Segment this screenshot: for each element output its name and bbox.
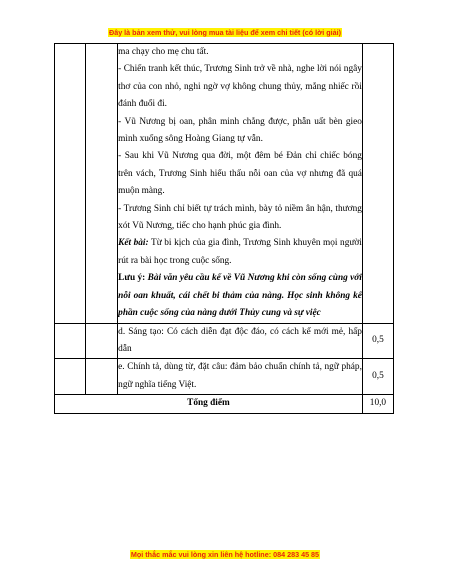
- total-score: 10,0: [362, 395, 393, 413]
- empty-score-cell: [362, 44, 393, 324]
- answer-content-cell: [118, 44, 363, 324]
- criterion-text: d. Sáng tạo: Có cách diễn đạt độc đáo, có cách kể mới mẻ, hấp dẫn: [118, 323, 363, 359]
- content-paragraph: - Sau khi Vũ Nương qua đời, một đêm bé Đản chỉ chiếc bóng trên vách, Trương Sinh hiểu thấu nỗi oan của vợ nhưng đã quá muộn màng.: [118, 151, 362, 197]
- table-row-content: [55, 44, 394, 324]
- table-row-criterion: [55, 323, 394, 359]
- ket-bai-label: Kết bài:: [118, 238, 149, 249]
- criterion-score: 0,5: [362, 323, 393, 359]
- total-label: Tổng điểm: [55, 395, 363, 413]
- ket-bai-paragraph: [118, 235, 362, 270]
- empty-cell-left: [55, 44, 86, 324]
- preview-notice-text: Đây là bản xem thử, vui lòng mua tài liệu để xem chi tiết (có lời giải): [109, 28, 341, 37]
- luu-y-label: Lưu ý:: [118, 273, 146, 284]
- luu-y-text: Bài văn yêu cầu kể về Vũ Nương khi còn sống cùng với nỗi oan khuất, cái chết bi thảm của nàng. Học sinh không kể phần cuộc sống của nàng dưới Thủy cung và sự việc: [118, 273, 362, 319]
- content-paragraph: ma chạy cho mẹ chu tất.: [118, 47, 209, 57]
- hotline-text: Mọi thắc mắc vui lòng xin liên hệ hotline: 084 283 45 85: [130, 550, 320, 559]
- content-paragraph: - Vũ Nương bị oan, phân minh chẳng được, phẫn uất bèn gieo mình xuống sông Hoàng Giang tự vẫn.: [118, 116, 362, 145]
- empty-cell-mid: [86, 323, 118, 359]
- hotline-banner: [0, 550, 450, 559]
- empty-cell-left: [55, 323, 86, 359]
- criterion-text: e. Chính tả, dùng từ, đặt câu: đảm bảo chuẩn chính tả, ngữ pháp, ngữ nghĩa tiếng Việt.: [118, 359, 363, 395]
- ket-bai-text: Từ bi kịch của gia đình, Trương Sinh khuyên mọi người rút ra bài học trong cuộc sống.: [118, 238, 362, 266]
- table-row-criterion: [55, 359, 394, 395]
- table-row-total: [55, 395, 394, 413]
- empty-cell-left: [55, 359, 86, 395]
- empty-cell-mid: [86, 359, 118, 395]
- preview-notice-banner: [0, 28, 450, 37]
- content-paragraph: - Chiến tranh kết thúc, Trương Sinh trở về nhà, nghe lời nói ngây thơ của con nhỏ, nghi ngờ vợ không chung thủy, mắng nhiếc rồi đánh đuổi đi.: [118, 64, 362, 110]
- empty-cell-mid: [86, 44, 118, 324]
- criterion-score: 0,5: [362, 359, 393, 395]
- luu-y-paragraph: [118, 270, 362, 322]
- scoring-table: [54, 43, 394, 414]
- content-paragraph: - Trương Sinh chỉ biết tự trách mình, bày tỏ niềm ân hận, thương xót Vũ Nương, tiếc cho hạnh phúc gia đình.: [118, 203, 362, 232]
